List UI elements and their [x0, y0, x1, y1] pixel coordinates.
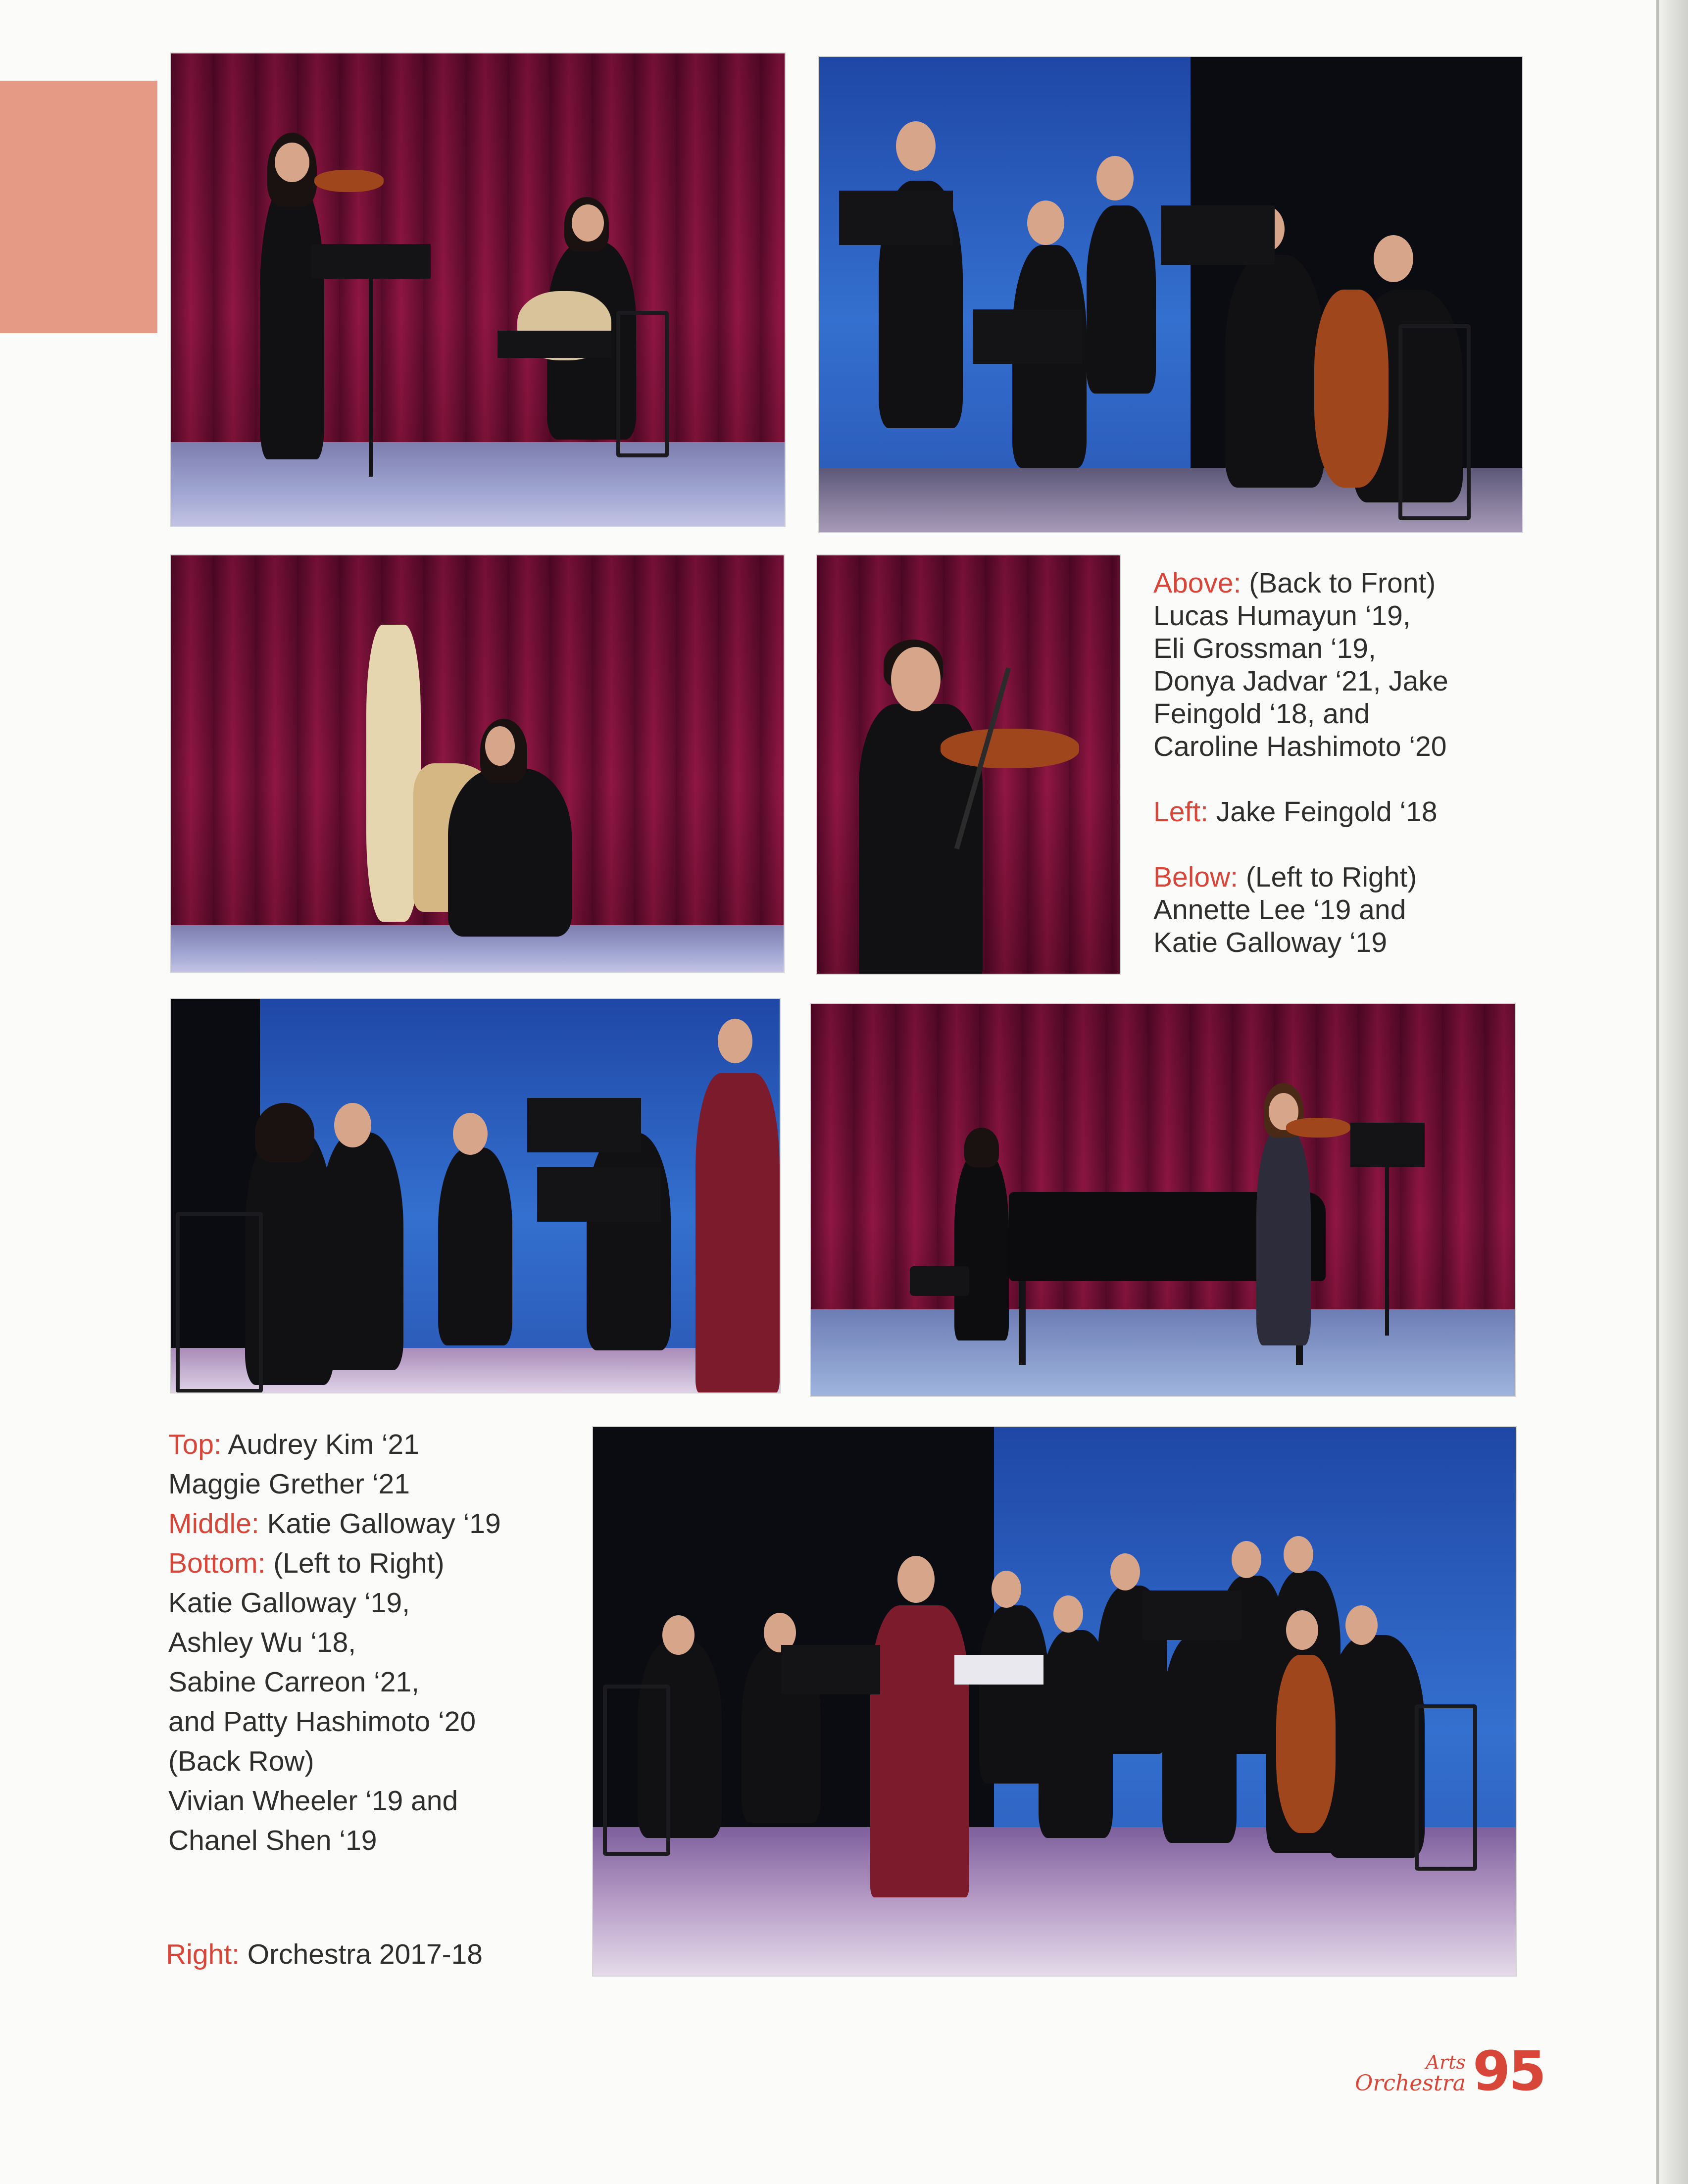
- photo-piano-violin-duo: [811, 1004, 1515, 1396]
- caption-line: Caroline Hashimoto ‘20: [1153, 731, 1447, 762]
- caption-spacer: [1153, 763, 1448, 795]
- caption-line: Feingold ‘18, and: [1153, 698, 1370, 730]
- caption-label: Bottom:: [168, 1547, 266, 1579]
- page-edge: [1656, 0, 1688, 2184]
- caption-line: [1153, 795, 1448, 828]
- caption-text: (Back to Front): [1241, 567, 1436, 599]
- caption-text: (Left to Right): [265, 1547, 445, 1579]
- caption-line: [166, 1938, 483, 1971]
- caption-spacer: [1153, 828, 1448, 861]
- caption-line: Katie Galloway ‘19: [1153, 927, 1388, 958]
- caption-text: Orchestra 2017-18: [239, 1938, 483, 1970]
- caption-label: Right:: [166, 1938, 240, 1970]
- photo-string-ensemble-conductor: [171, 999, 780, 1392]
- photo-violin-guitar-duo: [171, 53, 785, 526]
- caption-line: and Patty Hashimoto ‘20: [168, 1706, 476, 1737]
- footer-section-title: [1355, 2052, 1466, 2095]
- photo-full-orchestra: [593, 1427, 1516, 1976]
- caption-line: Vivian Wheeler ‘19 and: [168, 1785, 458, 1817]
- caption-line: [1153, 567, 1448, 599]
- caption-line: [1153, 861, 1448, 893]
- caption-line: Donya Jadvar ‘21, Jake: [1153, 665, 1448, 697]
- caption-label: Above:: [1153, 567, 1241, 599]
- caption-top-middle-bottom: [168, 1425, 501, 1860]
- caption-label: Middle:: [168, 1508, 259, 1539]
- photo-harp-solo: [171, 555, 784, 972]
- caption-text: (Left to Right): [1238, 861, 1417, 893]
- caption-line: [168, 1543, 501, 1583]
- caption-line: [168, 1504, 501, 1543]
- caption-label: Left:: [1153, 796, 1208, 828]
- caption-line: Sabine Carreon ‘21,: [168, 1666, 419, 1698]
- caption-line: Annette Lee ‘19 and: [1153, 894, 1406, 926]
- caption-text: Katie Galloway ‘19: [259, 1508, 501, 1539]
- caption-line: Katie Galloway ‘19,: [168, 1587, 410, 1619]
- footer-arts: Arts: [1426, 2051, 1466, 2073]
- caption-above-left-below: [1153, 567, 1448, 959]
- caption-line: [168, 1425, 501, 1464]
- caption-text: Audrey Kim ‘21: [221, 1429, 419, 1460]
- caption-line: Lucas Humayun ‘19,: [1153, 600, 1411, 632]
- caption-line: Ashley Wu ‘18,: [168, 1627, 356, 1658]
- caption-label: Top:: [168, 1429, 222, 1460]
- caption-line: Maggie Grether ‘21: [168, 1468, 410, 1500]
- photo-violin-solo: [817, 555, 1120, 974]
- caption-line: Chanel Shen ‘19: [168, 1825, 377, 1856]
- caption-right: [166, 1938, 483, 1971]
- caption-label: Below:: [1153, 861, 1239, 893]
- photo-chamber-group: [819, 57, 1522, 532]
- page-footer: [1355, 2039, 1544, 2103]
- caption-line: (Back Row): [168, 1745, 314, 1777]
- footer-section-name: Orchestra: [1355, 2071, 1466, 2096]
- section-tab-accent: [0, 81, 157, 333]
- caption-text: Jake Feingold ‘18: [1208, 796, 1438, 828]
- page-number: 95: [1472, 2039, 1544, 2103]
- caption-line: Eli Grossman ‘19,: [1153, 633, 1376, 664]
